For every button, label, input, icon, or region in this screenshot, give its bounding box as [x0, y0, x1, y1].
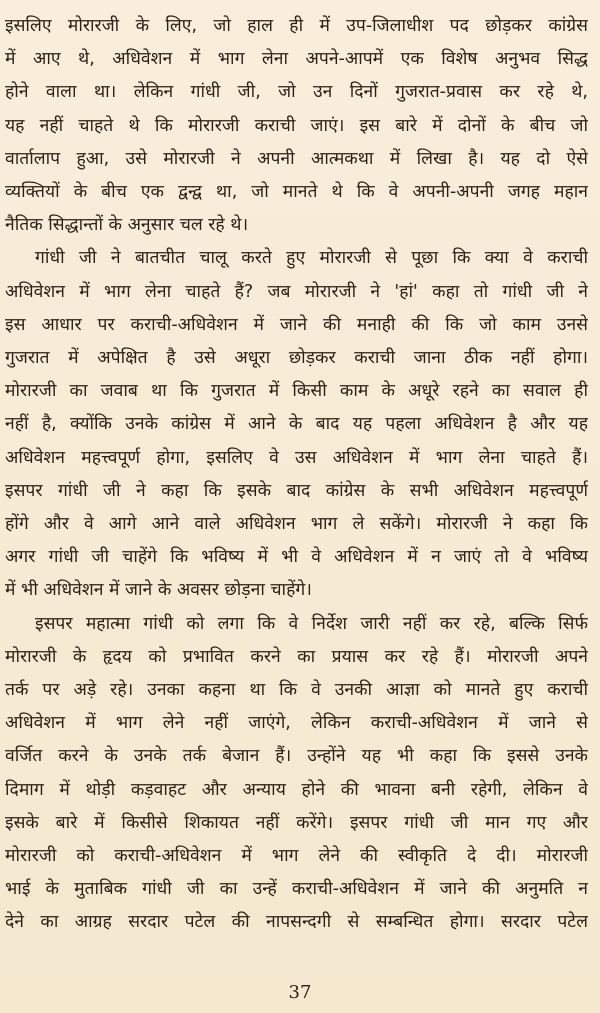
text-line: गांधी जी ने बातचीत चालू करते हुए मोरारजी से पूछा कि क्या वे कराची [35, 248, 588, 269]
text-line: इसलिए मोरारजी के लिए, जो हाल ही में उप-जिलाधीश पद छोड़कर कांग्रेस [5, 16, 588, 36]
text-line: मोरारजी के हृदय को प्रभावित करने का प्रयास कर रहे हैं। मोरारजी अपने [5, 646, 588, 667]
text-line: होने वाला था। लेकिन गांधी जी, जो उन दिनों गुजरात-प्रवास कर रहे थे, [5, 82, 588, 103]
text-line: देने का आग्रह सरदार पटेल की नापसन्दगी से सम्बन्धित होगा। सरदार पटेल [5, 912, 588, 933]
page-number: 37 [288, 982, 312, 1003]
text-line: इस आधार पर कराची-अधिवेशन में जाने की मनाही की कि जो काम उनसे [5, 314, 588, 335]
text-line: नैतिक सिद्धान्तों के अनुसार चल रहे थे। [5, 215, 249, 236]
text-line: दिमाग में थोड़ी कड़वाहट और अन्याय होने की भावना बनी रहेगी, लेकिन वे [5, 779, 588, 800]
text-line: अधिवेशन में भाग लेने नहीं जाएंगे, लेकिन कराची-अधिवेशन में जाने से [5, 713, 588, 734]
text-line: व्यक्तियों के बीच एक द्वन्द्व था, जो मानते थे कि वे अपनी-अपनी जगह महान [5, 182, 588, 203]
text-line: भाई के मुताबिक गांधी जी का उन्हें कराची-अधिवेशन में जाने की अनुमति न [5, 879, 588, 900]
text-line: वार्तालाप हुआ, उसे मोरारजी ने अपनी आत्मकथा में लिखा है। यह दो ऐसे [5, 148, 588, 169]
text-line: में आए थे, अधिवेशन में भाग लेना अपने-आपमें एक विशेष अनुभव सिद्ध [5, 49, 588, 70]
paragraph-2 [5, 242, 588, 607]
text-line: इसपर गांधी जी ने कहा कि इसके बाद कांग्रेस के सभी अधिवेशन महत्त्वपूर्ण [5, 480, 588, 501]
text-line: वर्जित करने के उनके तर्क बेजान हैं। उन्होंने यह भी कहा कि इससे उनके [5, 746, 588, 767]
text-line: नहीं है, क्योंकि उनके कांग्रेस में आने के बाद यह पहला अधिवेशन है और यह [5, 414, 588, 435]
text-line: गुजरात में अपेक्षित है उसे अधूरा छोड़कर कराची जाना ठीक नहीं होगा। [5, 348, 588, 369]
text-line: मोरारजी को कराची-अधिवेशन में भाग लेने की स्वीकृति दे दी। मोरारजी [5, 846, 588, 867]
text-line: में भी अधिवेशन में जाने के अवसर छोड़ना चाहेंगे। [5, 580, 312, 601]
text-line: होंगे और वे आगे आने वाले अधिवेशन भाग ले सकेंगे। मोरारजी ने कहा कि [5, 514, 588, 535]
text-line: तर्क पर अड़े रहे। उनका कहना था कि वे उनकी आज्ञा को मानते हुए कराची [5, 680, 588, 701]
text-line: मोरारजी का जवाब था कि गुजरात में किसी काम के अधूरे रहने का सवाल ही [5, 381, 588, 402]
text-line: यह नहीं चाहते थे कि मोरारजी कराची जाएं। इस बारे में दोनों के बीच जो [5, 115, 588, 136]
text-line: इसके बारे में किसीसे शिकायत नहीं करेंगे। इसपर गांधी जी मान गए और [5, 812, 588, 833]
paragraph-3 [5, 608, 588, 940]
text-line: इसपर महात्मा गांधी को लगा कि वे निर्देश जारी नहीं कर रहे, बल्कि सिर्फ [35, 613, 588, 634]
text-line: अधिवेशन में भाग लेना चाहते हैं? जब मोरारजी ने 'हां' कहा तो गांधी जी ने [5, 281, 588, 302]
paragraph-1 [5, 10, 588, 242]
text-line: अधिवेशन महत्त्वपूर्ण होगा, इसलिए वे उस अधिवेशन में भाग लेना चाहते हैं। [5, 447, 588, 468]
text-line: अगर गांधी जी चाहेंगे कि भविष्य में भी वे अधिवेशन में न जाएं तो वे भविष्य [5, 547, 588, 568]
